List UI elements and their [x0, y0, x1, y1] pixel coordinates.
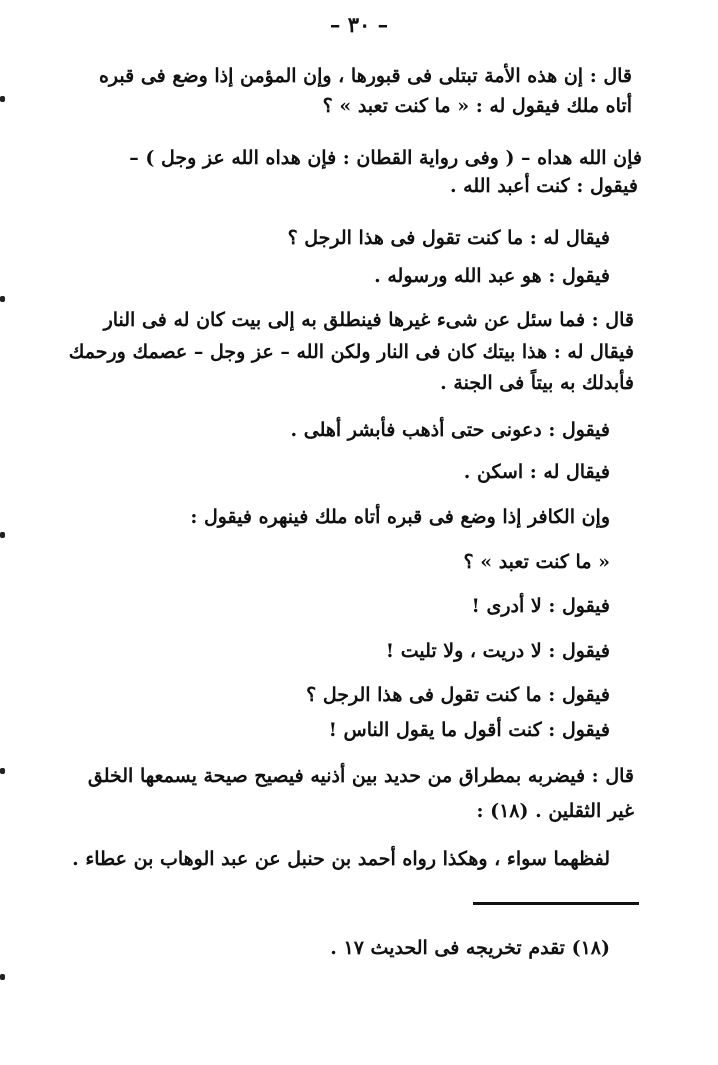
text-line: قال : إن هذه الأمة تبتلى فى قبورها ، وإن المؤمن إذا وضع فى قبره — [98, 65, 632, 87]
footnote-separator — [473, 902, 639, 905]
text-line: قال : فما سئل عن شىء غيرها فينطلق به إلى بيت كان له فى النار — [103, 309, 634, 331]
text-line: غير الثقلين . (١٨) : — [476, 800, 634, 822]
text-line: فيقول : هو عبد الله ورسوله . — [374, 265, 610, 287]
scan-mark — [0, 974, 5, 980]
text-line: فيقول : لا أدرى ! — [471, 595, 610, 617]
text-line: وإن الكافر إذا وضع فى قبره أتاه ملك فينهره فيقول : — [190, 506, 610, 528]
scan-mark — [0, 768, 5, 774]
text-line: فيقول : كنت أقول ما يقول الناس ! — [328, 719, 610, 741]
text-line: قال : فيضربه بمطراق من حديد بين أذنيه فيصيح صيحة يسمعها الخلق — [87, 765, 634, 787]
text-line: فإن الله هداه – ( وفى رواية القطان : فإن هداه الله عز وجل ) – — [129, 147, 642, 169]
text-line: فيقول : كنت أعبد الله . — [449, 175, 638, 197]
text-line: فيقول : لا دريت ، ولا تليت ! — [385, 640, 610, 662]
text-line: فيقال له : ما كنت تقول فى هذا الرجل ؟ — [287, 227, 610, 249]
scan-mark — [0, 532, 5, 538]
text-line: فيقول : دعونى حتى أذهب فأبشر أهلى . — [290, 419, 610, 441]
text-line: لفظهما سواء ، وهكذا رواه أحمد بن حنبل عن عبد الوهاب بن عطاء . — [72, 848, 610, 870]
text-line: أتاه ملك فيقول له : « ما كنت تعبد » ؟ — [322, 95, 632, 117]
text-line: فيقال له : اسكن . — [463, 461, 610, 483]
footnote: (١٨) تقدم تخريجه فى الحديث ١٧ . — [330, 937, 610, 959]
text-line: فيقول : ما كنت تقول فى هذا الرجل ؟ — [306, 684, 610, 706]
text-line: « ما كنت تعبد » ؟ — [463, 551, 610, 573]
scan-mark — [0, 96, 5, 102]
text-line: فيقال له : هذا بيتك كان فى النار ولكن الله – عز وجل – عصمك ورحمك — [68, 341, 634, 363]
page-number: – ٣٠ – — [329, 12, 389, 37]
scan-mark — [0, 296, 5, 302]
text-line: فأبدلك به بيتاً فى الجنة . — [440, 372, 634, 394]
